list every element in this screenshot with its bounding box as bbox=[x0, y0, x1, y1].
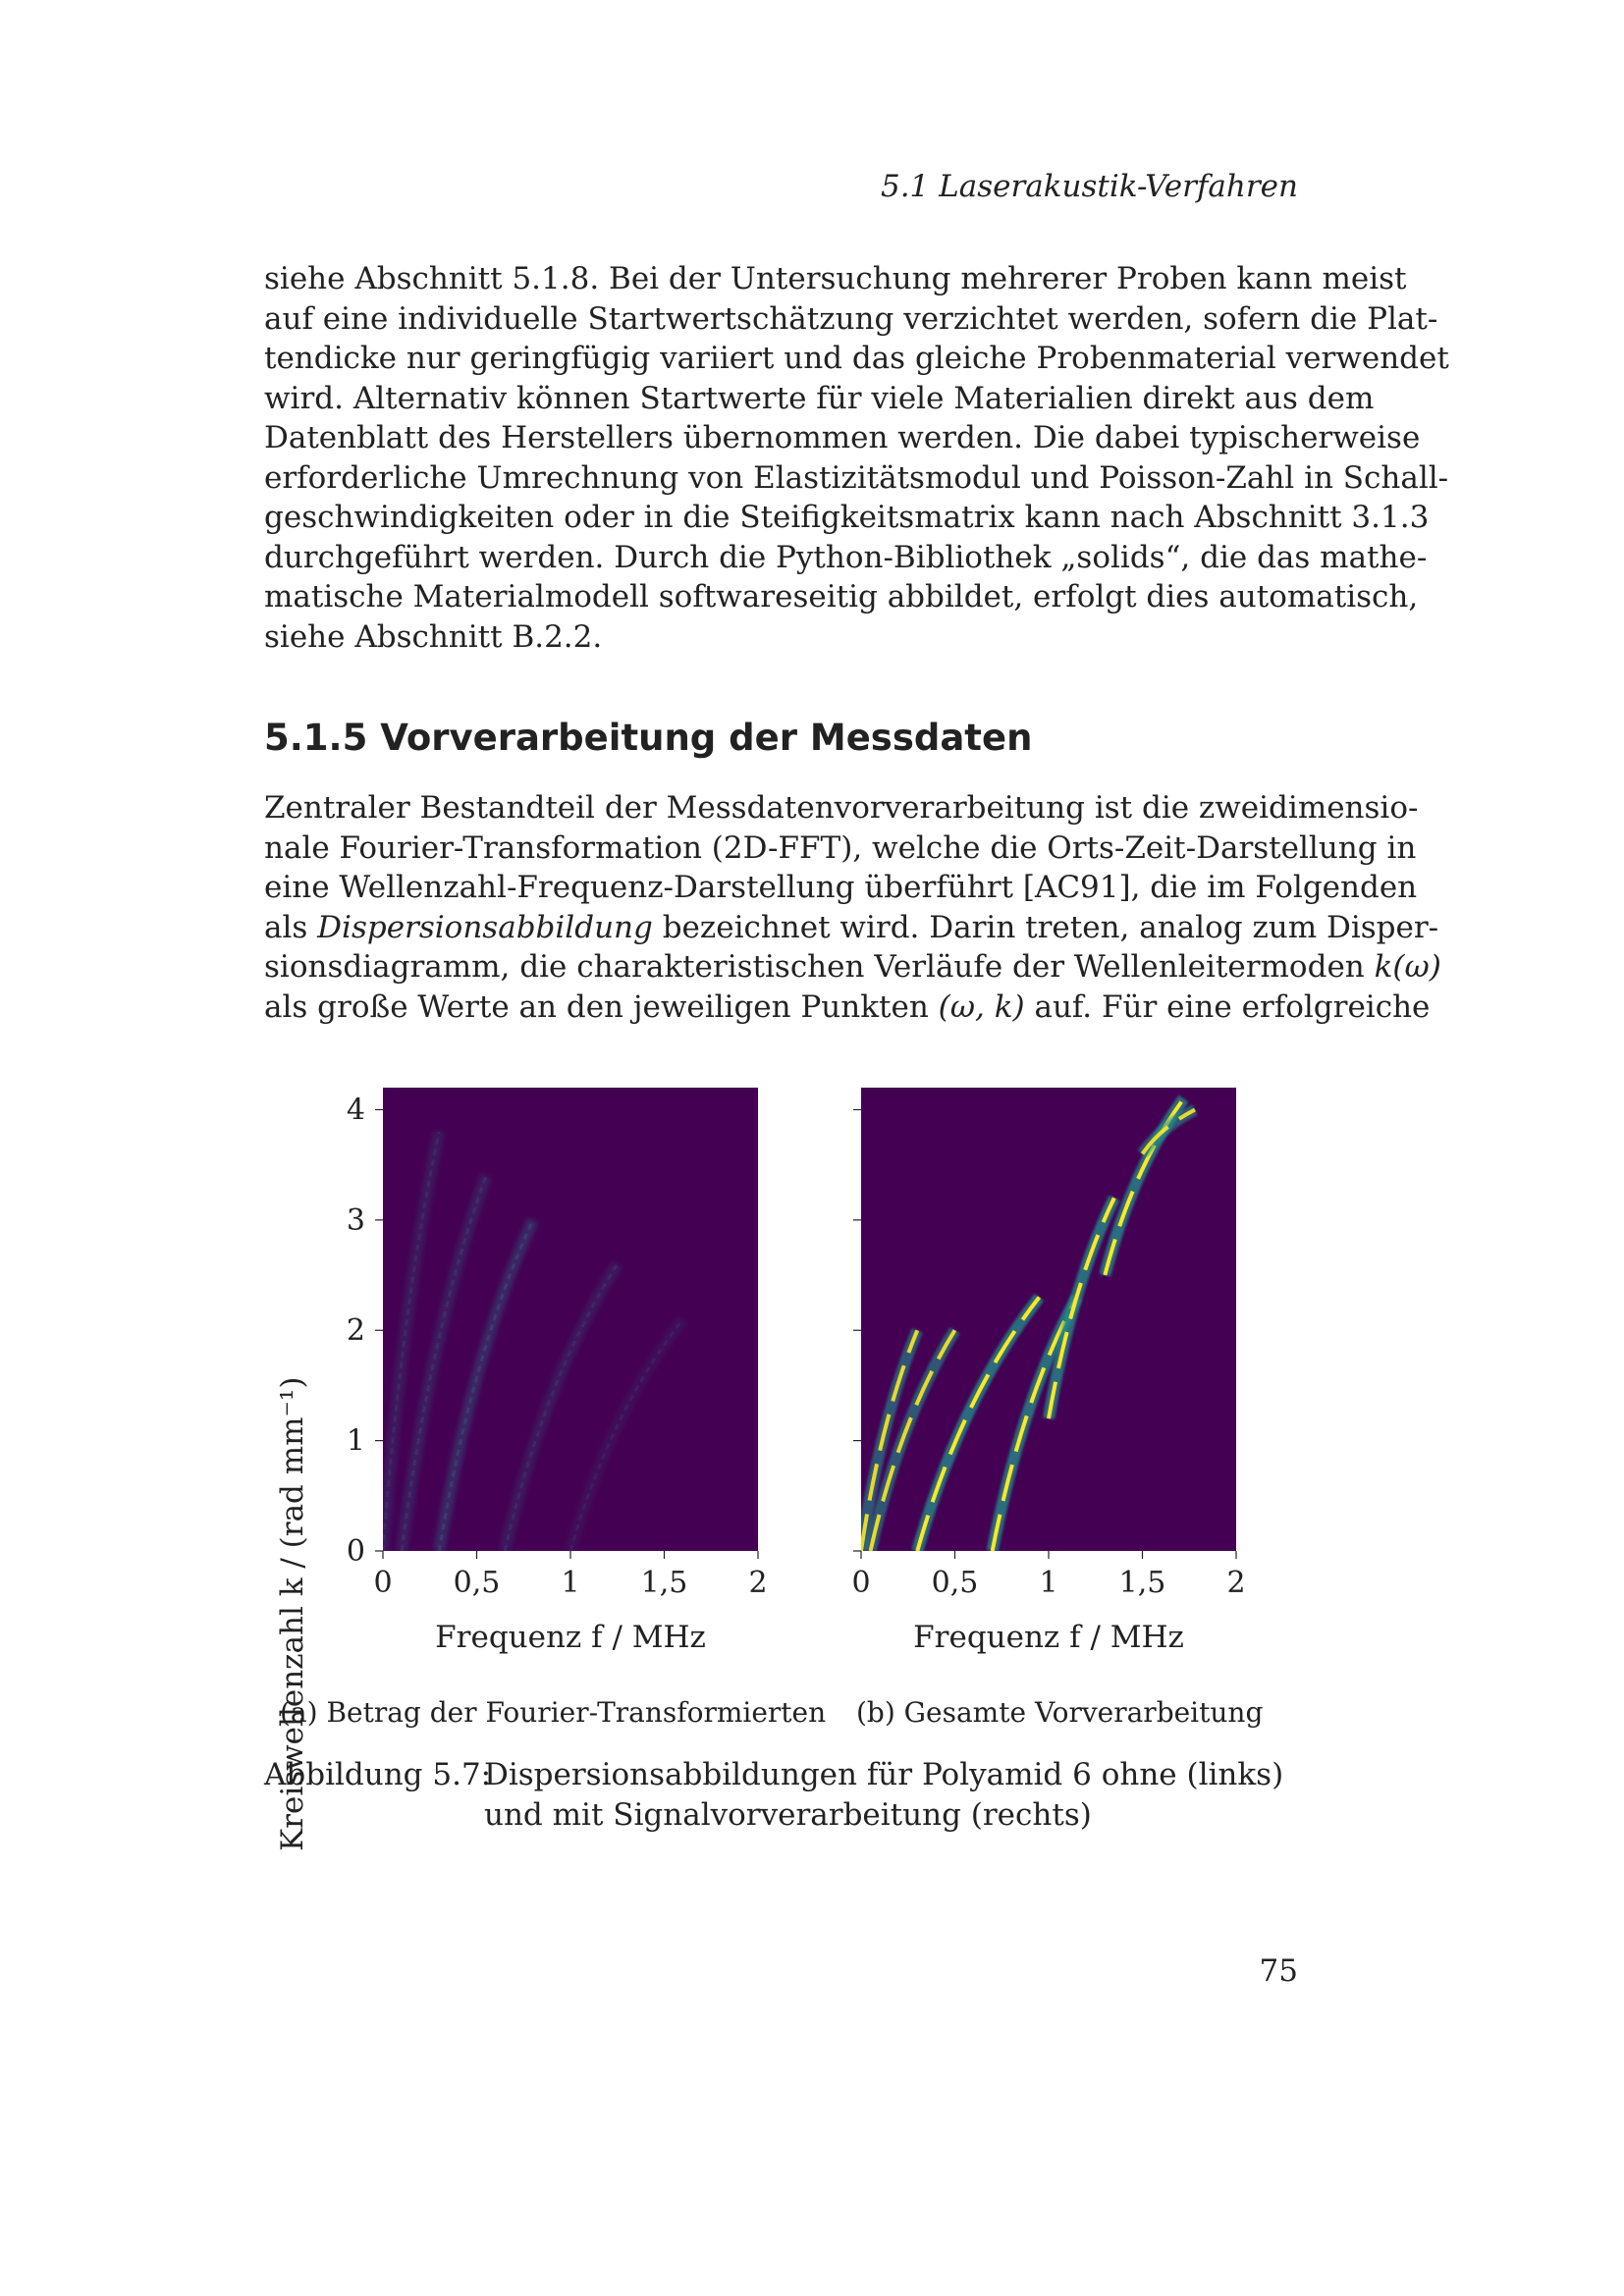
paragraph-2 bbox=[264, 788, 1441, 1027]
paragraph-line: als große Werte an den jeweiligen Punkten (ω, k) auf. Für eine erfolgreiche bbox=[264, 988, 1431, 1025]
heatmap-panel-b bbox=[851, 1088, 1245, 1600]
paragraph-line: nale Fourier-Transformation (2D-FFT), welche die Orts-Zeit-Darstellung in bbox=[264, 829, 1417, 866]
paragraph-line: matische Materialmodell softwareseitig abbildet, erfolgt dies automatisch, bbox=[264, 579, 1419, 614]
heatmap-panel-a bbox=[347, 1088, 768, 1600]
x-tick-label: 0 bbox=[851, 1566, 871, 1600]
math-expression: k(ω) bbox=[1374, 949, 1441, 985]
caption-label: Abbildung 5.7: bbox=[264, 1757, 492, 1792]
x-tick-label: 2 bbox=[748, 1566, 768, 1600]
x-tick-label: 0,5 bbox=[453, 1566, 501, 1600]
paragraph-line: tendicke nur geringfügig variiert und das gleiche Probenmaterial verwendet bbox=[264, 341, 1449, 376]
section-heading: 5.1.5 Vorverarbeitung der Messdaten bbox=[264, 717, 1033, 759]
x-tick-label: 0 bbox=[373, 1566, 393, 1600]
paragraph-line: Datenblatt des Herstellers übernommen werden. Die dabei typischerweise bbox=[264, 420, 1421, 455]
paragraph-line: durchgeführt werden. Durch die Python-Bibliothek „solids“, die das mathe- bbox=[264, 539, 1428, 575]
x-tick-label: 2 bbox=[1226, 1566, 1246, 1600]
paragraph-line: wird. Alternativ können Startwerte für viele Materialien direkt aus dem bbox=[264, 380, 1375, 416]
paragraph-line: erforderliche Umrechnung von Elastizitätsmodul und Poisson-Zahl in Schall- bbox=[264, 459, 1449, 496]
x-tick-label: 1,5 bbox=[1118, 1566, 1166, 1600]
paragraph-line: siehe Abschnitt 5.1.8. Bei der Untersuchung mehrerer Proben kann meist bbox=[264, 261, 1407, 296]
caption-text: Dispersionsabbildungen für Polyamid 6 ohne (links) und mit Signalvorverarbeitung (rechts) bbox=[484, 1757, 1284, 1833]
math-expression: (ω, k) bbox=[938, 988, 1025, 1025]
y-tick-label: 4 bbox=[346, 1093, 365, 1128]
figure-5-7 bbox=[275, 1070, 1316, 1688]
paragraph-line: sionsdiagramm, die charakteristischen Verläufe der Wellenleitermoden k(ω) bbox=[264, 949, 1441, 985]
paragraph-line: Zentraler Bestandteil der Messdatenvorverarbeitung ist die zweidimensio- bbox=[264, 790, 1419, 826]
x-tick-label: 1 bbox=[561, 1566, 580, 1600]
paragraph-line: auf eine individuelle Startwertschätzung verzichtet werden, sofern die Plat- bbox=[264, 300, 1438, 337]
y-tick-label: 3 bbox=[346, 1202, 365, 1238]
page-number: 75 bbox=[1259, 1953, 1298, 1989]
subcaption-a: (a) Betrag der Fourier-Transformierten bbox=[280, 1696, 827, 1729]
running-head: 5.1 Laserakustik-Verfahren bbox=[880, 169, 1298, 204]
paragraph-1 bbox=[264, 259, 1449, 657]
heatmap-background bbox=[861, 1088, 1236, 1551]
paragraph-line: eine Wellenzahl-Frequenz-Darstellung überführt [AC91], die im Folgenden bbox=[264, 870, 1418, 905]
x-axis-label: Frequenz f / MHz bbox=[913, 1620, 1184, 1655]
paragraph-line: als Dispersionsabbildung bezeichnet wird. Darin treten, analog zum Disper- bbox=[264, 909, 1439, 945]
y-tick-label: 2 bbox=[346, 1313, 365, 1349]
x-tick-label: 1,5 bbox=[640, 1566, 688, 1600]
emphasis-term: Dispersionsabbildung bbox=[317, 909, 653, 945]
x-tick-label: 1 bbox=[1039, 1566, 1058, 1600]
paragraph-line: siehe Abschnitt B.2.2. bbox=[264, 618, 603, 655]
y-tick-label: 1 bbox=[346, 1423, 365, 1459]
subcaption-b: (b) Gesamte Vorverarbeitung bbox=[856, 1696, 1264, 1729]
paragraph-line: geschwindigkeiten oder in die Steifigkeitsmatrix kann nach Abschnitt 3.1.3 bbox=[264, 500, 1430, 535]
y-tick-label: 0 bbox=[346, 1534, 365, 1569]
figure-caption bbox=[264, 1755, 1305, 1833]
x-axis-label: Frequenz f / MHz bbox=[435, 1620, 706, 1655]
x-tick-label: 0,5 bbox=[931, 1566, 979, 1600]
dispersion-figure bbox=[275, 1070, 1316, 1688]
y-axis-label: Kreiswellenzahl k / (rad mm⁻¹) bbox=[275, 1376, 310, 1851]
